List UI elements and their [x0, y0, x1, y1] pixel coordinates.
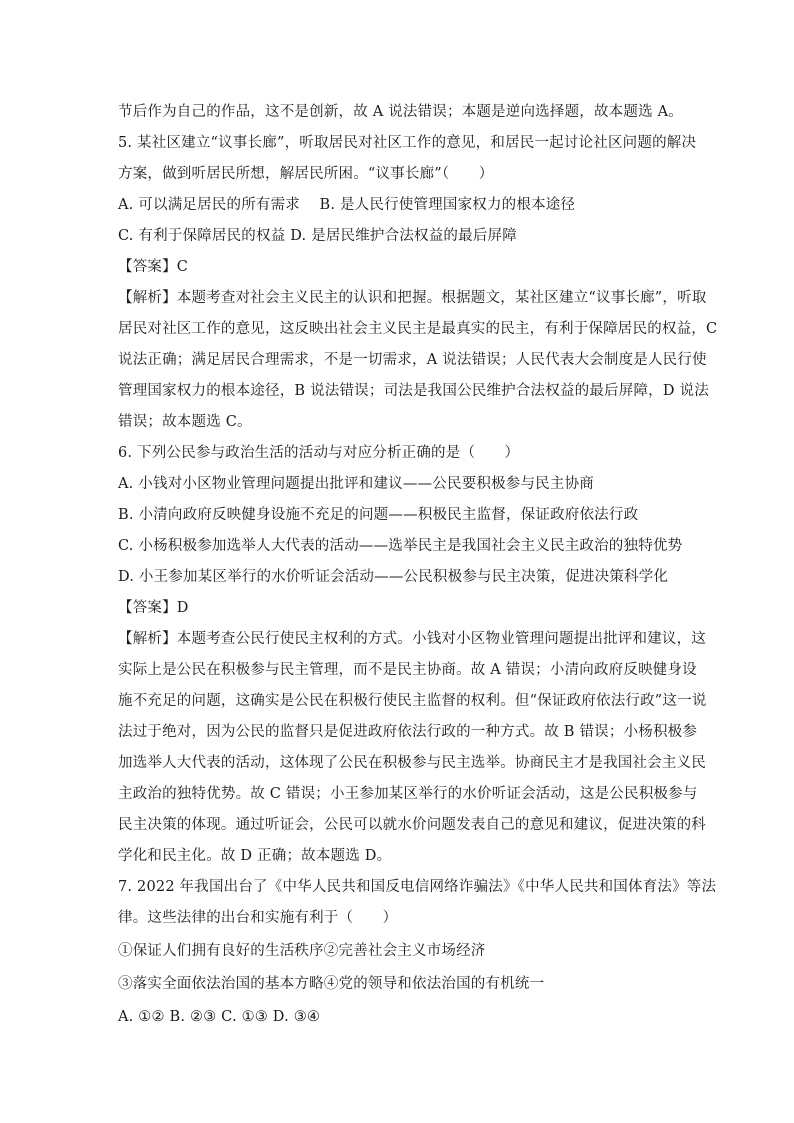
question-6-analysis-line-4: 法过于绝对，因为公民的监督只是促进政府依法行政的一种方式。故 B 错误；小杨积极参 — [118, 724, 698, 740]
question-5-analysis-line-3: 说法正确；满足居民合理需求，不是一切需求，A 说法错误；人民代表大会制度是人民行使 — [118, 352, 707, 368]
question-5-analysis-line-4: 管理国家权力的根本途径，B 说法错误；司法是我国公民维护合法权益的最后屏障，D 说法 — [118, 383, 709, 399]
text-line-continuation: 节后作为自己的作品，这不是创新，故 A 说法错误；本题是逆向选择题，故本题选 A。 — [118, 104, 683, 120]
question-7-stem-line-1: 7. 2022 年我国出台了《中华人民共和国反电信网络诈骗法》《中华人民共和国体育法》等法 — [118, 879, 717, 895]
question-6-analysis-line-1: 【解析】本题考查公民行使民主权利的方式。小钱对小区物业管理问题提出批评和建议，这 — [118, 631, 706, 647]
question-7-statements-3-4: ③落实全面依法治国的基本方略④党的领导和依法治国的有机统一 — [118, 976, 545, 992]
question-6-option-c: C. 小杨积极参加选举人大代表的活动——选举民主是我国社会主义民主政治的独特优势 — [118, 538, 683, 554]
question-6-stem: 6. 下列公民参与政治生活的活动与对应分析正确的是（ ） — [118, 445, 520, 461]
question-6-analysis-line-5: 加选举人大代表的活动，这体现了公民在积极参与民主选举。协商民主才是我国社会主义民 — [118, 755, 706, 771]
question-5-analysis-line-1: 【解析】本题考查对社会主义民主的认识和把握。根据题文，某社区建立“议事长廊”，听取 — [118, 290, 707, 306]
question-6-answer: 【答案】D — [118, 600, 189, 616]
question-7-stem-line-2: 律。这些法律的出台和实施有利于（ ） — [118, 910, 398, 926]
question-5-answer: 【答案】C — [118, 259, 189, 275]
question-6-option-b: B. 小清向政府反映健身设施不充足的问题——积极民主监督，保证政府依法行政 — [118, 507, 639, 523]
question-6-analysis-line-6: 主政治的独特优势。故 C 错误；小王参加某区举行的水价听证会活动，这是公民积极参与 — [118, 786, 698, 802]
question-5-options-cd: C. 有利于保障居民的权益 D. 是居民维护合法权益的最后屏障 — [118, 228, 517, 244]
question-7-statements-1-2: ①保证人们拥有良好的生活秩序②完善社会主义市场经济 — [118, 943, 486, 959]
question-5-stem-line-2: 方案，做到听居民所想，解居民所困。“议事长廊”（ ） — [118, 166, 494, 182]
question-6-analysis-line-8: 学化和民主化。故 D 正确；故本题选 D。 — [118, 848, 392, 864]
question-7-options: A. ①② B. ②③ C. ①③ D. ③④ — [118, 1009, 321, 1025]
question-5-analysis-line-5: 错误；故本题选 C。 — [118, 414, 252, 430]
question-6-analysis-line-2: 实际上是公民在积极参与民主管理，而不是民主协商。故 A 错误；小清向政府反映健身设 — [118, 662, 697, 678]
question-6-option-d: D. 小王参加某区举行的水价听证会活动——公民积极参与民主决策，促进决策科学化 — [118, 569, 669, 585]
question-5-analysis-line-2: 居民对社区工作的意见，这反映出社会主义民主是最真实的民主，有利于保障居民的权益，C — [118, 321, 718, 337]
question-6-analysis-line-3: 施不充足的问题，这确实是公民在积极行使民主监督的权利。但“保证政府依法行政”这一说 — [118, 693, 707, 709]
question-5-stem-line-1: 5. 某社区建立“议事长廊”，听取居民对社区工作的意见，和居民一起讨论社区问题的解决 — [118, 135, 697, 151]
question-6-analysis-line-7: 民主决策的体现。通过听证会，公民可以就水价问题发表自己的意见和建议，促进决策的科 — [118, 817, 706, 833]
question-5-options-ab: A. 可以满足居民的所有需求 B. 是人民行使管理国家权力的根本途径 — [118, 197, 576, 213]
question-6-option-a: A. 小钱对小区物业管理问题提出批评和建议——公民要积极参与民主协商 — [118, 476, 594, 492]
